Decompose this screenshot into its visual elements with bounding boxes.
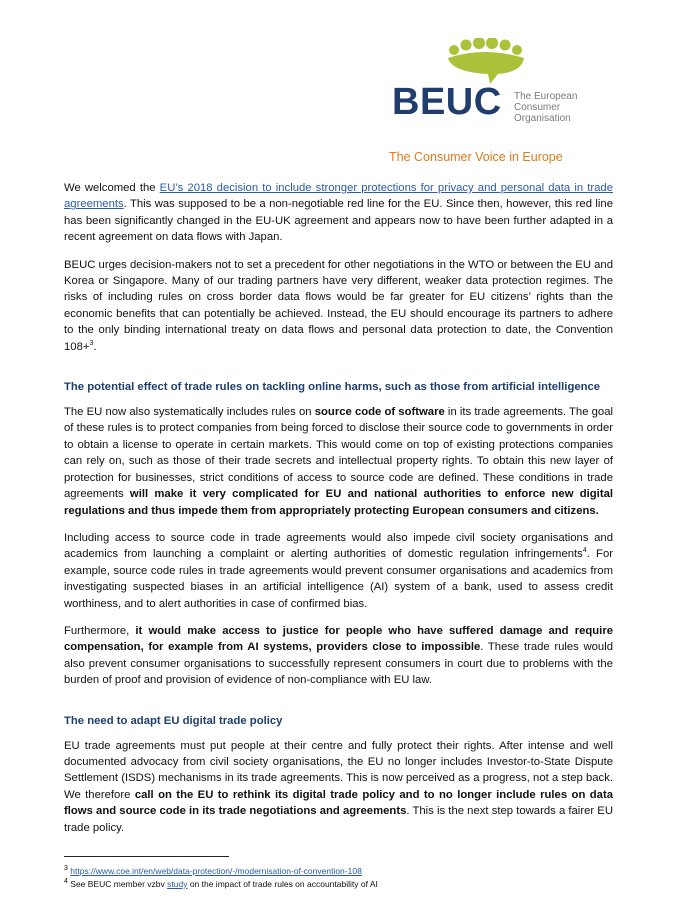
paragraph: Furthermore, it would make access to justice for people who have suffered damage and require compensation, for example from AI systems, providers close to impossible. These trade rules would also prevent consumer organisations to successfully represent consumers in court due to problems with the burden of proof and provision of evidence of non-compliance with EU law. <box>64 624 614 687</box>
tagline: The Consumer Voice in Europe <box>389 150 563 164</box>
logo-subtitle-line: Consumer <box>514 102 561 113</box>
footnote-ref: 3 <box>89 339 94 347</box>
beuc-logo <box>392 38 592 128</box>
paragraph: The EU now also systematically includes rules on source code of software in its trade agreements. The goal of these rules is to protect companies from being forced to disclose their source code to governments in order to obtain a license to operate in certain markets. This would come on top of existing protections companies can rely on, such as those of their trade secrets and intellectual property rights. To obtain this new layer of protection for businesses, strict conditions of access to source code are defined. These conditions in trade agreements will make it very complicated for EU and national authorities to enforce new digital regulations and thus impede them from appropriately protecting European consumers and citizens. <box>64 406 613 517</box>
footnote-4: $^4$ See BEUC member vzbv study on the impact of trade rules on accountability of AI <box>64 878 378 889</box>
footnote-ref: 4 <box>582 547 587 555</box>
document-body <box>64 180 613 836</box>
paragraph: EU trade agreements must put people at their centre and fully protect their rights. After intense and well documented advocacy from civil society organisations, the EU no longer includes Investor-to-State Dispute Settlement (ISDS) mechanisms in its trade agreements. This is now perceived as a progress, not a step back. We therefore call on the EU to rethink its digital trade policy and to no longer include rules on data flows and source code in its trade negotiations and agreements. This is the next step towards a fairer EU trade policy. <box>64 739 613 834</box>
logo-subtitle <box>514 91 577 124</box>
logo-wordmark: BEUC <box>392 81 502 123</box>
convention-link[interactable]: https://www.coe.int/en/web/data-protection/-/modernisation-of-convention-108 <box>70 866 362 876</box>
paragraph: BEUC urges decision-makers not to set a precedent for other negotiations in the WTO or between the EU and Korea or Singapore. Many of our trading partners have very different, weaker data protection regimes. The risks of including rules on cross border data flows would be far greater for EU citizens’ rights than the economic benefits that can potentially be achieved. Instead, the EU should encourage its partners to adhere to the only binding international treaty on data flows and personal data protection to date, the Convention 108+$^3$. <box>64 258 613 353</box>
paragraph: We welcomed the EU’s 2018 decision to include stronger protections for privacy and personal data in trade agreements. This was supposed to be a non-negotiable red line for the EU. Since then, however, this red line has been significantly changed in the EU-UK agreement and appears now to have been further adapted in a recent agreement on data flows with Japan. <box>64 182 613 244</box>
study-link[interactable]: study <box>167 879 188 889</box>
footnotes <box>64 865 624 891</box>
decision-link[interactable]: EU’s 2018 decision to include stronger protections for privacy and personal data in trade agreements <box>64 182 613 211</box>
logo-subtitle-line: Organisation <box>514 113 571 124</box>
section-heading: The need to adapt EU digital trade policy <box>64 714 283 727</box>
footnote-divider <box>64 856 229 857</box>
logo-subtitle-line: The European <box>514 91 578 102</box>
footnote-3: $^3$ https://www.coe.int/en/web/data-protection/-/modernisation-of-convention-108 <box>64 865 362 876</box>
section-heading: The potential effect of trade rules on tackling online harms, such as those from artificial intelligence <box>64 381 601 394</box>
paragraph: Including access to source code in trade agreements would also impede civil society organisations and academics from launching a complaint or alerting authorities of domestic regulation infringements$^4$. For example, source code rules in trade agreements would prevent consumer organisations and academics from investigating suspected biases in an artificial intelligence (AI) system of a bank, used to assess credit worthiness, and to alert authorities in case of confirmed bias. <box>64 531 613 610</box>
people-logo-icon <box>444 38 536 84</box>
